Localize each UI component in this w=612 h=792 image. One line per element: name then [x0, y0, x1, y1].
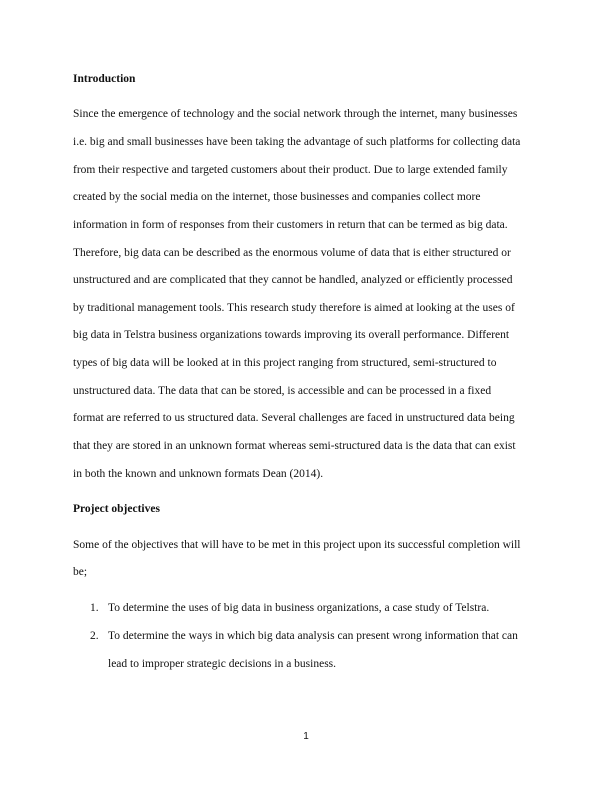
paragraph-line: information in form of responses from their customers in return that can be termed as big data. — [73, 219, 508, 231]
list-item-number: 2. — [90, 630, 99, 642]
list-item-text: To determine the ways in which big data analysis can present wrong information that can — [108, 630, 518, 642]
paragraph-line: unstructured and are complicated that they cannot be handled, analyzed or efficiently processed — [73, 274, 513, 286]
paragraph-line: i.e. big and small businesses have been taking the advantage of such platforms for collecting data — [73, 136, 521, 148]
paragraph-line: unstructured data. The data that can be stored, is accessible and can be processed in a fixed — [73, 385, 492, 397]
list-item-text: lead to improper strategic decisions in a business. — [108, 658, 337, 670]
section-heading-project-objectives: Project objectives — [73, 503, 160, 515]
paragraph-line: Therefore, big data can be described as the enormous volume of data that is either structured or — [73, 247, 511, 259]
paragraph-line: Some of the objectives that will have to be met in this project upon its successful completion will — [73, 539, 521, 551]
page-number: 1 — [303, 731, 309, 742]
list-item-number: 1. — [90, 602, 99, 614]
paragraph-line: be; — [73, 566, 88, 578]
paragraph-line: in both the known and unknown formats Dean (2014). — [73, 468, 324, 480]
paragraph-line: big data in Telstra business organizations towards improving its overall performance. Different — [73, 329, 510, 341]
paragraph-line: from their respective and targeted customers about their product. Due to large extended family — [73, 164, 508, 176]
paragraph-line: created by the social media on the internet, those businesses and companies collect more — [73, 191, 481, 203]
paragraph-line: by traditional management tools. This research study therefore is aimed at looking at the uses of — [73, 302, 515, 314]
paragraph-line: that they are stored in an unknown format whereas semi-structured data is the data that can exist — [73, 440, 516, 452]
paragraph-line: Since the emergence of technology and the social network through the internet, many businesses — [73, 108, 518, 120]
section-heading-introduction: Introduction — [73, 73, 136, 85]
list-item-text: To determine the uses of big data in business organizations, a case study of Telstra. — [108, 602, 490, 614]
paragraph-line: format are referred to us structured data. Several challenges are faced in unstructured data being — [73, 412, 515, 424]
paragraph-line: types of big data will be looked at in this project ranging from structured, semi-structured to — [73, 357, 497, 369]
